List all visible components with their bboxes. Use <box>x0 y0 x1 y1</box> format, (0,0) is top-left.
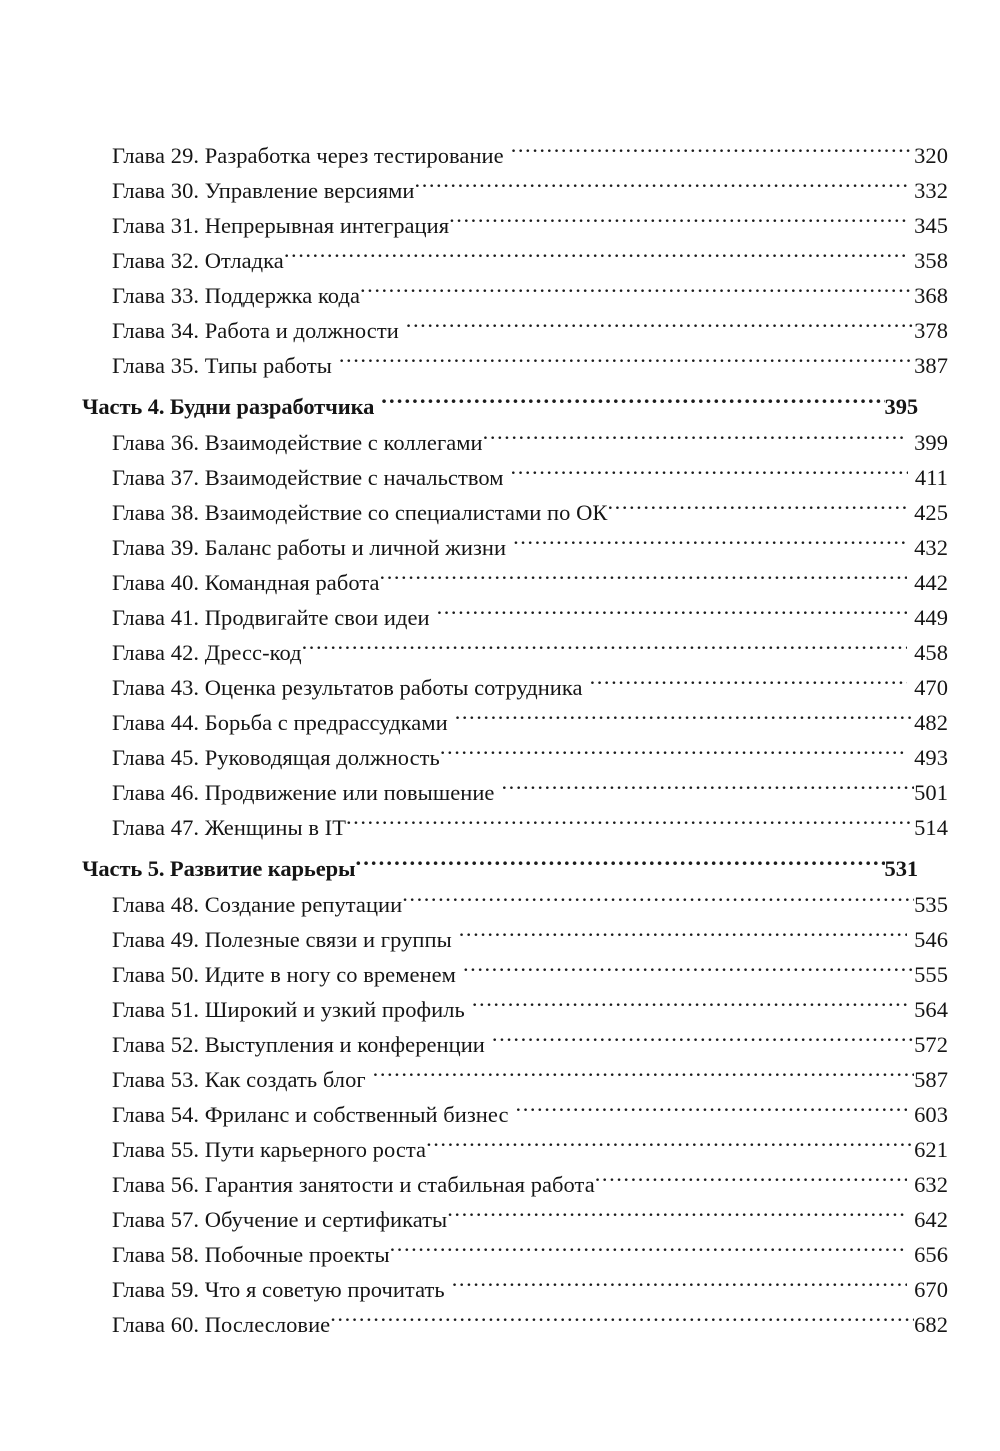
dot-leader <box>513 533 907 556</box>
toc-chapter-row[interactable] <box>82 810 948 845</box>
toc-chapter-title: Глава 58. Побочные проекты <box>112 1242 390 1267</box>
toc-chapter-row[interactable] <box>82 313 948 348</box>
table-of-contents <box>82 138 948 1342</box>
toc-page-number: 546 <box>914 927 948 952</box>
toc-chapter-row[interactable] <box>82 1027 948 1062</box>
dot-leader <box>483 428 907 451</box>
toc-chapter-row[interactable] <box>82 530 948 565</box>
toc-chapter-row[interactable] <box>82 992 948 1027</box>
toc-chapter-title: Глава 59. Что я советую прочитать <box>112 1277 445 1302</box>
toc-chapter-title: Глава 44. Борьба с предрассудками <box>112 710 448 735</box>
toc-chapter-title: Глава 52. Выступления и конференции <box>112 1032 485 1057</box>
toc-page-number: 399 <box>914 430 948 455</box>
toc-page-number: 411 <box>914 465 948 490</box>
toc-chapter-title: Глава 49. Полезные связи и группы <box>112 927 452 952</box>
dot-leader <box>406 316 914 339</box>
toc-page-number: 425 <box>914 500 948 525</box>
toc-page-number: 378 <box>914 318 948 343</box>
toc-chapter-row[interactable] <box>82 1132 948 1167</box>
dot-leader <box>511 463 908 486</box>
toc-page-number: 642 <box>914 1207 948 1232</box>
dot-leader <box>373 1065 914 1088</box>
toc-page-number: 368 <box>914 283 948 308</box>
toc-page-number: 387 <box>914 353 948 378</box>
toc-chapter-title: Глава 51. Широкий и узкий профиль <box>112 997 465 1022</box>
toc-page-number: 449 <box>914 605 948 630</box>
toc-chapter-row[interactable] <box>82 1307 948 1342</box>
toc-page-number: 493 <box>914 745 948 770</box>
toc-chapter-row[interactable] <box>82 1272 948 1307</box>
toc-chapter-row[interactable] <box>82 460 948 495</box>
toc-page-number: 482 <box>914 710 948 735</box>
toc-chapter-row[interactable] <box>82 775 948 810</box>
toc-chapter-title: Глава 45. Руководящая должность <box>112 745 440 770</box>
toc-chapter-row[interactable] <box>82 600 948 635</box>
toc-page-number: 621 <box>914 1137 948 1162</box>
toc-chapter-title: Глава 38. Взаимодействие со специалистами по ОК <box>112 500 608 525</box>
toc-chapter-title: Глава 57. Обучение и сертификаты <box>112 1207 448 1232</box>
toc-chapter-title: Глава 48. Создание репутации <box>112 892 403 917</box>
dot-leader <box>452 1275 907 1298</box>
toc-chapter-row[interactable] <box>82 138 948 173</box>
dot-leader <box>492 1030 914 1053</box>
toc-page-number: 345 <box>914 213 948 238</box>
toc-part-row[interactable] <box>82 389 918 424</box>
toc-chapter-row[interactable] <box>82 670 948 705</box>
dot-leader <box>459 925 907 948</box>
toc-page-number: 603 <box>914 1102 948 1127</box>
toc-page-number: 320 <box>914 143 948 168</box>
toc-chapter-row[interactable] <box>82 1062 948 1097</box>
toc-chapter-title: Глава 53. Как создать блог <box>112 1067 366 1092</box>
toc-page-number: 442 <box>914 570 948 595</box>
dot-leader <box>402 890 914 913</box>
toc-chapter-row[interactable] <box>82 208 948 243</box>
toc-chapter-row[interactable] <box>82 1237 948 1272</box>
toc-chapter-title: Глава 56. Гарантия занятости и стабильная работа <box>112 1172 595 1197</box>
toc-page-number: 514 <box>914 815 948 840</box>
toc-chapter-row[interactable] <box>82 278 948 313</box>
toc-page-number: 458 <box>914 640 948 665</box>
dot-leader <box>415 176 908 199</box>
toc-chapter-row[interactable] <box>82 348 948 383</box>
toc-chapter-title: Глава 40. Командная работа <box>112 570 380 595</box>
toc-page-number: 587 <box>914 1067 948 1092</box>
dot-leader <box>302 638 907 661</box>
toc-page-number: 572 <box>914 1032 948 1057</box>
toc-chapter-title: Глава 39. Баланс работы и личной жизни <box>112 535 507 560</box>
toc-chapter-row[interactable] <box>82 173 948 208</box>
toc-part-title: Часть 4. Будни разработчика <box>82 394 375 419</box>
toc-page-number: 470 <box>914 675 948 700</box>
toc-page-number: 332 <box>914 178 948 203</box>
toc-page-number: 395 <box>884 394 918 419</box>
toc-chapter-row[interactable] <box>82 922 948 957</box>
dot-leader <box>516 1100 908 1123</box>
toc-chapter-title: Глава 31. Непрерывная интеграция <box>112 213 450 238</box>
dot-leader <box>472 995 907 1018</box>
toc-chapter-title: Глава 29. Разработка через тестирование <box>112 143 504 168</box>
toc-chapter-row[interactable] <box>82 1167 948 1202</box>
dot-leader <box>440 743 907 766</box>
toc-page-number: 564 <box>914 997 948 1022</box>
dot-leader <box>455 708 914 731</box>
toc-page-number: 535 <box>914 892 948 917</box>
toc-chapter-title: Глава 30. Управление версиями <box>112 178 415 203</box>
toc-page-number: 656 <box>914 1242 948 1267</box>
toc-chapter-row[interactable] <box>82 495 948 530</box>
toc-chapter-title: Глава 46. Продвижение или повышение <box>112 780 495 805</box>
toc-chapter-title: Глава 37. Взаимодействие с начальством <box>112 465 504 490</box>
toc-chapter-title: Глава 55. Пути карьерного роста <box>112 1137 427 1162</box>
toc-page-number: 432 <box>914 535 948 560</box>
dot-leader <box>463 960 914 983</box>
toc-chapter-title: Глава 34. Работа и должности <box>112 318 399 343</box>
toc-page-number: 531 <box>884 856 918 881</box>
toc-chapter-row[interactable] <box>82 740 948 775</box>
dot-leader <box>355 854 884 877</box>
dot-leader <box>595 1170 907 1193</box>
dot-leader <box>607 498 907 521</box>
dot-leader <box>590 673 908 696</box>
dot-leader <box>330 1310 914 1333</box>
dot-leader <box>511 141 914 164</box>
toc-chapter-row[interactable] <box>82 887 948 922</box>
toc-chapter-row[interactable] <box>82 425 948 460</box>
dot-leader <box>284 246 907 269</box>
toc-chapter-title: Глава 50. Идите в ногу со временем <box>112 962 456 987</box>
dot-leader <box>437 603 908 626</box>
toc-page-number: 682 <box>914 1312 948 1337</box>
toc-page-number: 555 <box>914 962 948 987</box>
toc-page-number: 632 <box>914 1172 948 1197</box>
toc-chapter-title: Глава 32. Отладка <box>112 248 284 273</box>
toc-page-number: 358 <box>914 248 948 273</box>
toc-chapter-row[interactable] <box>82 565 948 600</box>
dot-leader <box>360 281 914 304</box>
dot-leader <box>346 813 914 836</box>
toc-chapter-row[interactable] <box>82 705 948 740</box>
dot-leader <box>390 1240 907 1263</box>
toc-chapter-row[interactable] <box>82 243 948 278</box>
toc-part-row[interactable] <box>82 851 918 886</box>
toc-chapter-title: Глава 43. Оценка результатов работы сотрудника <box>112 675 583 700</box>
toc-chapter-title: Глава 33. Поддержка кода <box>112 283 360 308</box>
dot-leader <box>380 568 908 591</box>
toc-chapter-title: Глава 60. Послесловие <box>112 1312 331 1337</box>
dot-leader <box>426 1135 914 1158</box>
toc-chapter-title: Глава 35. Типы работы <box>112 353 332 378</box>
toc-chapter-row[interactable] <box>82 957 948 992</box>
toc-chapter-title: Глава 42. Дресс-код <box>112 640 302 665</box>
dot-leader <box>381 392 884 415</box>
toc-chapter-title: Глава 54. Фриланс и собственный бизнес <box>112 1102 509 1127</box>
toc-chapter-title: Глава 47. Женщины в IT <box>112 815 346 840</box>
toc-part-title: Часть 5. Развитие карьеры <box>82 856 356 881</box>
toc-chapter-title: Глава 36. Взаимодействие с коллегами <box>112 430 483 455</box>
toc-chapter-title: Глава 41. Продвигайте свои идеи <box>112 605 430 630</box>
dot-leader <box>449 211 907 234</box>
toc-chapter-row[interactable] <box>82 1202 948 1237</box>
toc-chapter-row[interactable] <box>82 635 948 670</box>
toc-chapter-row[interactable] <box>82 1097 948 1132</box>
toc-page-number: 501 <box>914 780 948 805</box>
dot-leader <box>339 351 914 374</box>
toc-page-number: 670 <box>914 1277 948 1302</box>
dot-leader <box>501 778 914 801</box>
dot-leader <box>447 1205 907 1228</box>
